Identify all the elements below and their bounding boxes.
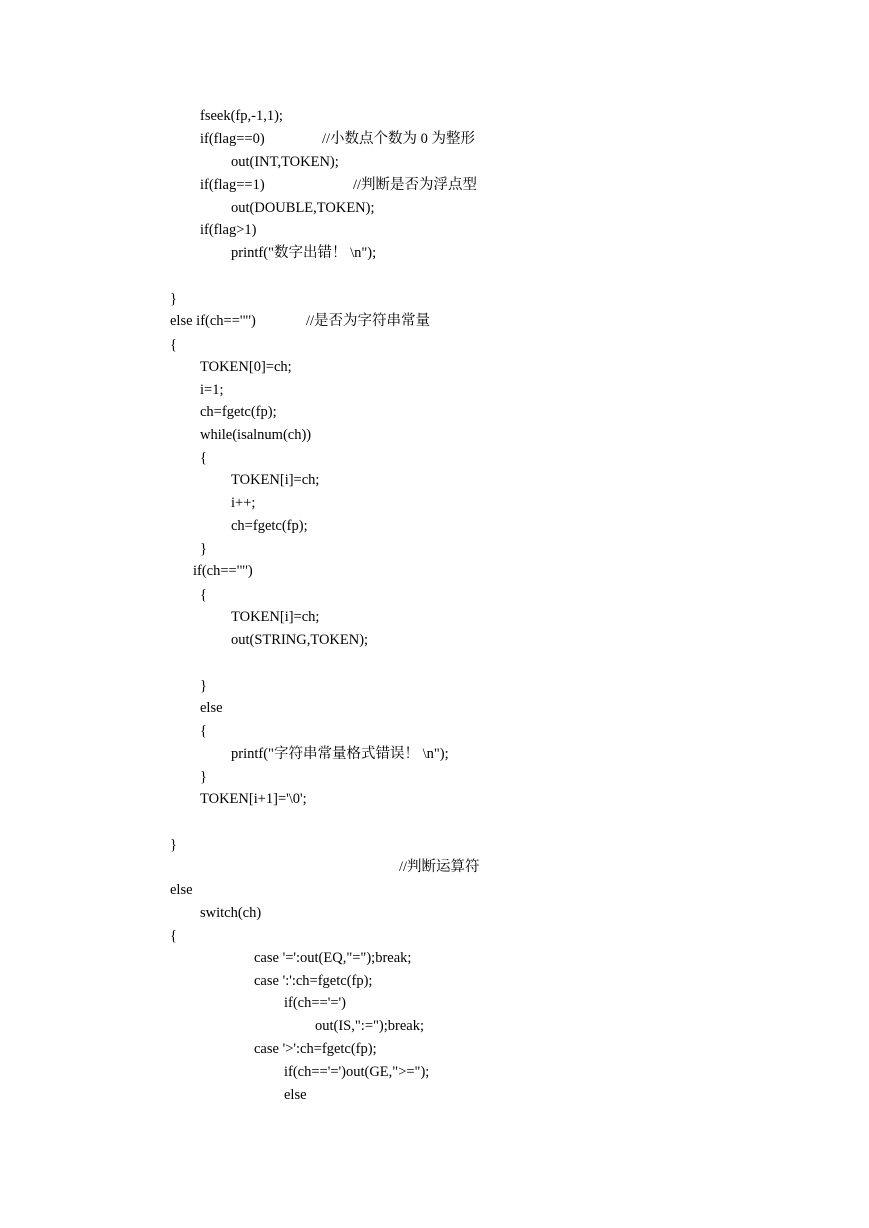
code-text: { (170, 928, 177, 944)
code-line (231, 608, 319, 626)
code-line (200, 403, 277, 421)
code-line (170, 836, 177, 854)
code-line (254, 1040, 377, 1058)
code-text: { (200, 450, 207, 466)
code-line (200, 381, 224, 399)
code-line (193, 562, 253, 580)
code-line (200, 358, 292, 376)
code-line (200, 586, 207, 604)
code-line (200, 449, 207, 467)
code-text: } (200, 678, 207, 694)
code-text: TOKEN[i+1]='\0'; (200, 791, 307, 807)
code-text: i=1; (200, 382, 224, 398)
code-line (170, 290, 177, 308)
code-text: printf("数字出错！ \n"); (231, 245, 377, 261)
code-text: printf("字符串常量格式错误！ \n"); (231, 746, 449, 762)
code-line (231, 745, 449, 763)
code-text: TOKEN[0]=ch; (200, 359, 292, 375)
code-line (254, 972, 372, 990)
code-text: out(INT,TOKEN); (231, 154, 339, 170)
code-line (284, 1086, 307, 1104)
code-comment: //小数点个数为 0 为整形 (322, 131, 476, 147)
code-line (200, 722, 207, 740)
code-text: if(ch=='=') (284, 995, 346, 1011)
code-text: i++; (231, 495, 256, 511)
code-text: if(ch=='"') (193, 563, 253, 579)
code-text: ch=fgetc(fp); (231, 518, 308, 534)
code-text: out(IS,":=");break; (315, 1018, 425, 1034)
code-text: else (170, 882, 193, 898)
code-comment: //判断是否为浮点型 (353, 177, 478, 193)
code-text: else if(ch=='"') (170, 313, 256, 329)
code-line (200, 699, 223, 717)
code-line (315, 1017, 424, 1035)
code-line (231, 199, 375, 217)
code-text: if(flag==0) (200, 131, 265, 147)
code-comment: //判断运算符 (399, 859, 480, 875)
code-text: case ':':ch=fgetc(fp); (254, 973, 373, 989)
code-line (231, 153, 339, 171)
code-line (170, 336, 177, 354)
code-text: } (200, 769, 207, 785)
code-text: out(DOUBLE,TOKEN); (231, 200, 375, 216)
code-text: { (200, 587, 207, 603)
code-text: switch(ch) (200, 905, 262, 921)
code-line (284, 994, 346, 1012)
code-line (200, 768, 207, 786)
code-line (170, 927, 177, 945)
code-text: } (200, 541, 207, 557)
code-line (170, 881, 193, 899)
code-line (200, 107, 283, 125)
code-text: case '=':out(EQ,"=");break; (254, 950, 412, 966)
code-line (200, 904, 261, 922)
code-text: } (170, 291, 177, 307)
code-text: out(STRING,TOKEN); (231, 632, 369, 648)
code-line (200, 540, 207, 558)
code-line (170, 312, 256, 330)
code-line (200, 426, 311, 444)
code-text: ch=fgetc(fp); (200, 404, 277, 420)
code-text: { (170, 337, 177, 353)
code-text: } (170, 837, 177, 853)
code-text: while(isalnum(ch)) (200, 427, 312, 443)
code-line (200, 221, 257, 239)
code-line (284, 1063, 429, 1081)
code-text: else (200, 700, 223, 716)
code-text: case '>':ch=fgetc(fp); (254, 1041, 377, 1057)
code-line (200, 176, 265, 194)
code-text: if(flag>1) (200, 222, 257, 238)
code-text: TOKEN[i]=ch; (231, 609, 320, 625)
code-line (231, 517, 308, 535)
code-text: TOKEN[i]=ch; (231, 472, 320, 488)
code-line (200, 130, 265, 148)
code-line (200, 790, 307, 808)
code-text: { (200, 723, 207, 739)
code-comment: //是否为字符串常量 (306, 313, 431, 329)
code-line (200, 677, 207, 695)
code-text: else (284, 1087, 307, 1103)
code-text: fseek(fp,-1,1); (200, 108, 283, 124)
code-text: if(flag==1) (200, 177, 265, 193)
code-text: if(ch=='=')out(GE,">="); (284, 1064, 430, 1080)
code-line (231, 631, 368, 649)
code-line (231, 494, 255, 512)
code-line (231, 471, 319, 489)
code-line (254, 949, 411, 967)
code-line (231, 244, 376, 262)
